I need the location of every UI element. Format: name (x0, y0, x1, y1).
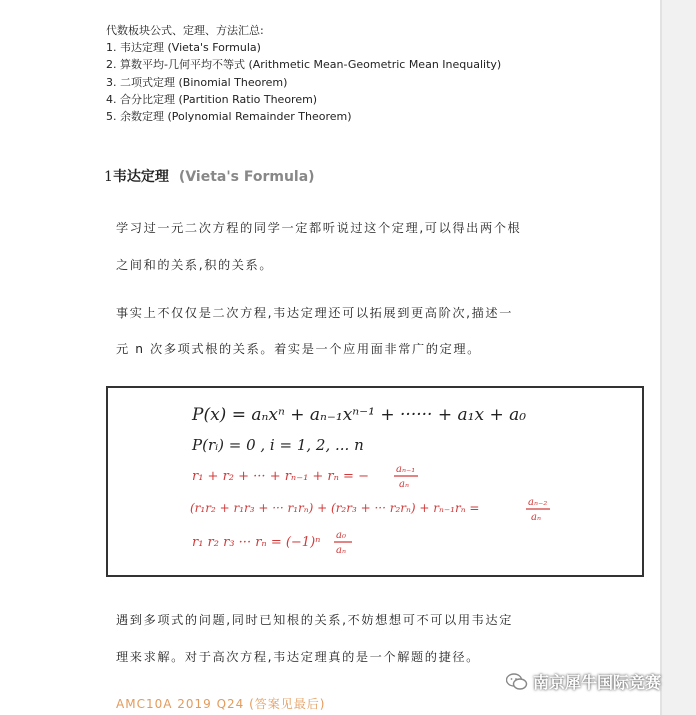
toc-item: 2. 算数平均-几何平均不等式 (Arithmetic Mean-Geometric Mean Inequality) (106, 58, 502, 72)
wechat-icon (506, 673, 528, 691)
formula-box (106, 386, 644, 577)
section-heading (104, 166, 315, 186)
formula-line-3: r₁ + r₂ + ··· + rₙ₋₁ + rₙ = − (192, 469, 369, 484)
paragraph-line: 学习过一元二次方程的同学一定都听说过这个定理,可以得出两个根 (116, 221, 522, 235)
paragraph-line: 事实上不仅仅是二次方程,韦达定理还可以拓展到更高阶次,描述一 (116, 306, 513, 320)
section-title-cn: 韦达定理 (112, 169, 169, 185)
problem-label: AMC10A 2019 Q24 (答案见最后) (116, 697, 326, 711)
formula-line-3-denominator: aₙ (399, 479, 410, 490)
table-of-contents (106, 22, 501, 125)
watermark-text: 南京犀牛国际竞赛 (533, 673, 662, 692)
formula-line-4-numerator: aₙ₋₂ (528, 497, 548, 508)
formula-line-5-denominator: aₙ (336, 545, 347, 556)
formula-line-1: P(x) = aₙxⁿ + aₙ₋₁xⁿ⁻¹ + ······ + a₁x + a₀ (192, 405, 527, 425)
page-edge (660, 0, 662, 715)
paragraph-line: 遇到多项式的问题,同时已知根的关系,不妨想想可不可以用韦达定 (116, 613, 513, 627)
formula-line-5: r₁ r₂ r₃ ··· rₙ = (−1)ⁿ (192, 535, 321, 550)
paragraph-line: 之间和的关系,积的关系。 (116, 258, 274, 272)
paragraph-line: 理来求解。对于高次方程,韦达定理真的是一个解题的捷径。 (116, 650, 480, 664)
paragraph-line: 元 n 次多项式根的关系。着实是一个应用面非常广的定理。 (116, 342, 481, 356)
formula-line-4-denominator: aₙ (531, 512, 542, 523)
toc-item: 3. 二项式定理 (Binomial Theorem) (106, 75, 288, 89)
formula-line-5-numerator: a₀ (336, 530, 346, 541)
section-title-en: (Vieta's Formula) (178, 169, 315, 185)
toc-intro: 代数板块公式、定理、方法汇总: (106, 24, 264, 37)
toc-item: 5. 余数定理 (Polynomial Remainder Theorem) (106, 110, 352, 124)
formula-line-4: (r₁r₂ + r₁r₃ + ··· r₁rₙ) + (r₂r₃ + ··· r₂rₙ) + rₙ₋₁rₙ = (190, 501, 480, 515)
toc-item: 1. 韦达定理 (Vieta's Formula) (106, 41, 261, 55)
formula-line-2: P(rᵢ) = 0 , i = 1, 2, ... n (192, 436, 364, 454)
toc-item: 4. 合分比定理 (Partition Ratio Theorem) (106, 92, 318, 106)
formula-line-3-numerator: aₙ₋₁ (396, 464, 416, 475)
watermark (506, 670, 661, 693)
section-number: 1 (104, 169, 113, 185)
